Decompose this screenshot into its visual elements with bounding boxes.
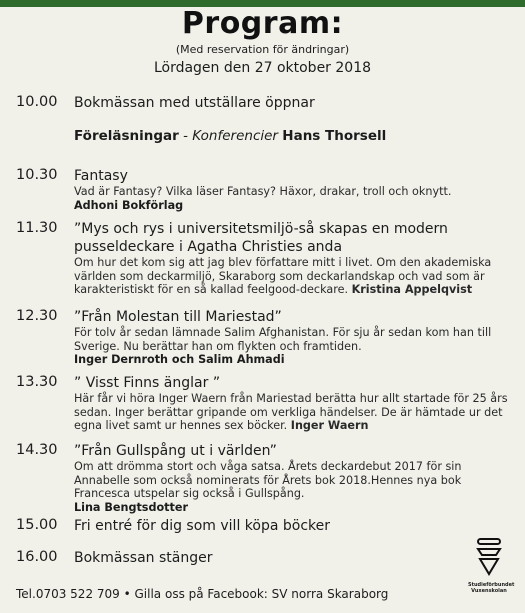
time-label: 10.30 [16, 167, 58, 183]
talk-speaker: Inger Dernroth och Salim Ahmadi [74, 353, 285, 366]
logo-text [468, 582, 515, 594]
time-label: 11.30 [16, 220, 58, 236]
logo-line1: Studieförbundet [468, 582, 515, 588]
time-label: 12.30 [16, 308, 58, 324]
talk-title: ”Från Molestan till Mariestad” [74, 309, 282, 325]
time-label: 14.30 [16, 442, 58, 458]
talk-description: Vad är Fantasy? Vilka läser Fantasy? Häxor, drakar, troll och oknytt. [74, 185, 452, 198]
talk-speaker: Inger Waern [290, 419, 369, 432]
section-host: Hans Thorsell [282, 128, 387, 144]
event-date: Lördagen den 27 oktober 2018 [153, 60, 372, 76]
talk-speaker: Adhoni Bokförlag [74, 198, 184, 212]
section-role: Konferencier [192, 128, 278, 144]
talk-title: ”Mys och rys i universitetsmiljö-så skapas en modern pusseldeckare i Agatha Christies anda [74, 221, 448, 255]
talk-speaker: Kristina Appelqvist [351, 283, 473, 296]
page-subtitle: (Med reservation för ändringar) [175, 43, 350, 56]
time-label: 15.00 [16, 517, 58, 533]
talk-description: Om hur det kom sig att jag blev författare mitt i livet. Om den akademiska världen som deckarmiljö, Skaraborg som deckarlandskap och vad som är karakteristiskt för en så kallad feelgood-deckare. [74, 256, 492, 296]
schedule-text: Bokmässan stänger [74, 550, 213, 566]
sv-logo [468, 538, 515, 598]
talk-speaker: Lina Bengtsdotter [74, 500, 188, 514]
talk-description: Om att drömma stort och våga satsa. Årets deckardebut 2017 för sin Annabelle som också nominerats för Årets bok 2018.Hennes nya bok Francesca utspelar sig också i Gullspång. [74, 460, 462, 500]
talk-description-wrap [74, 392, 520, 433]
talk-title: ”Från Gullspång ut i världen” [74, 443, 277, 459]
time-label: 10.00 [16, 94, 58, 110]
section-label: Föreläsningar [74, 128, 179, 144]
talk-description: Här får vi höra Inger Waern från Mariestad berätta hur allt startade för 25 års sedan. Inger berättar gripande om verkliga händelser. De är hämtade ur det egna livet samt ur hennes sex böcker. [74, 392, 508, 432]
section-dash: - [178, 128, 193, 144]
schedule-text: Bokmässan med utställare öppnar [74, 95, 315, 111]
talk-description-wrap [74, 256, 520, 297]
schedule-text: Fri entré för dig som vill köpa böcker [74, 518, 330, 534]
sv-logo-icon [468, 538, 510, 576]
time-label: 16.00 [16, 549, 58, 565]
section-heading [74, 128, 386, 144]
footer-contact: Tel.0703 522 709 • Gilla oss på Facebook: SV norra Skaraborg [16, 587, 389, 601]
time-label: 13.30 [16, 374, 58, 390]
talk-title: Fantasy [74, 168, 128, 184]
talk-title: ” Visst Finns änglar ” [74, 375, 221, 391]
logo-line2: Vuxenskolan [471, 588, 507, 594]
page-title: Program: [181, 6, 344, 41]
talk-description: För tolv år sedan lämnade Salim Afghanistan. För sju år sedan kom han till Sverige. Nu berättar han om flykten och framtiden. [74, 326, 492, 353]
